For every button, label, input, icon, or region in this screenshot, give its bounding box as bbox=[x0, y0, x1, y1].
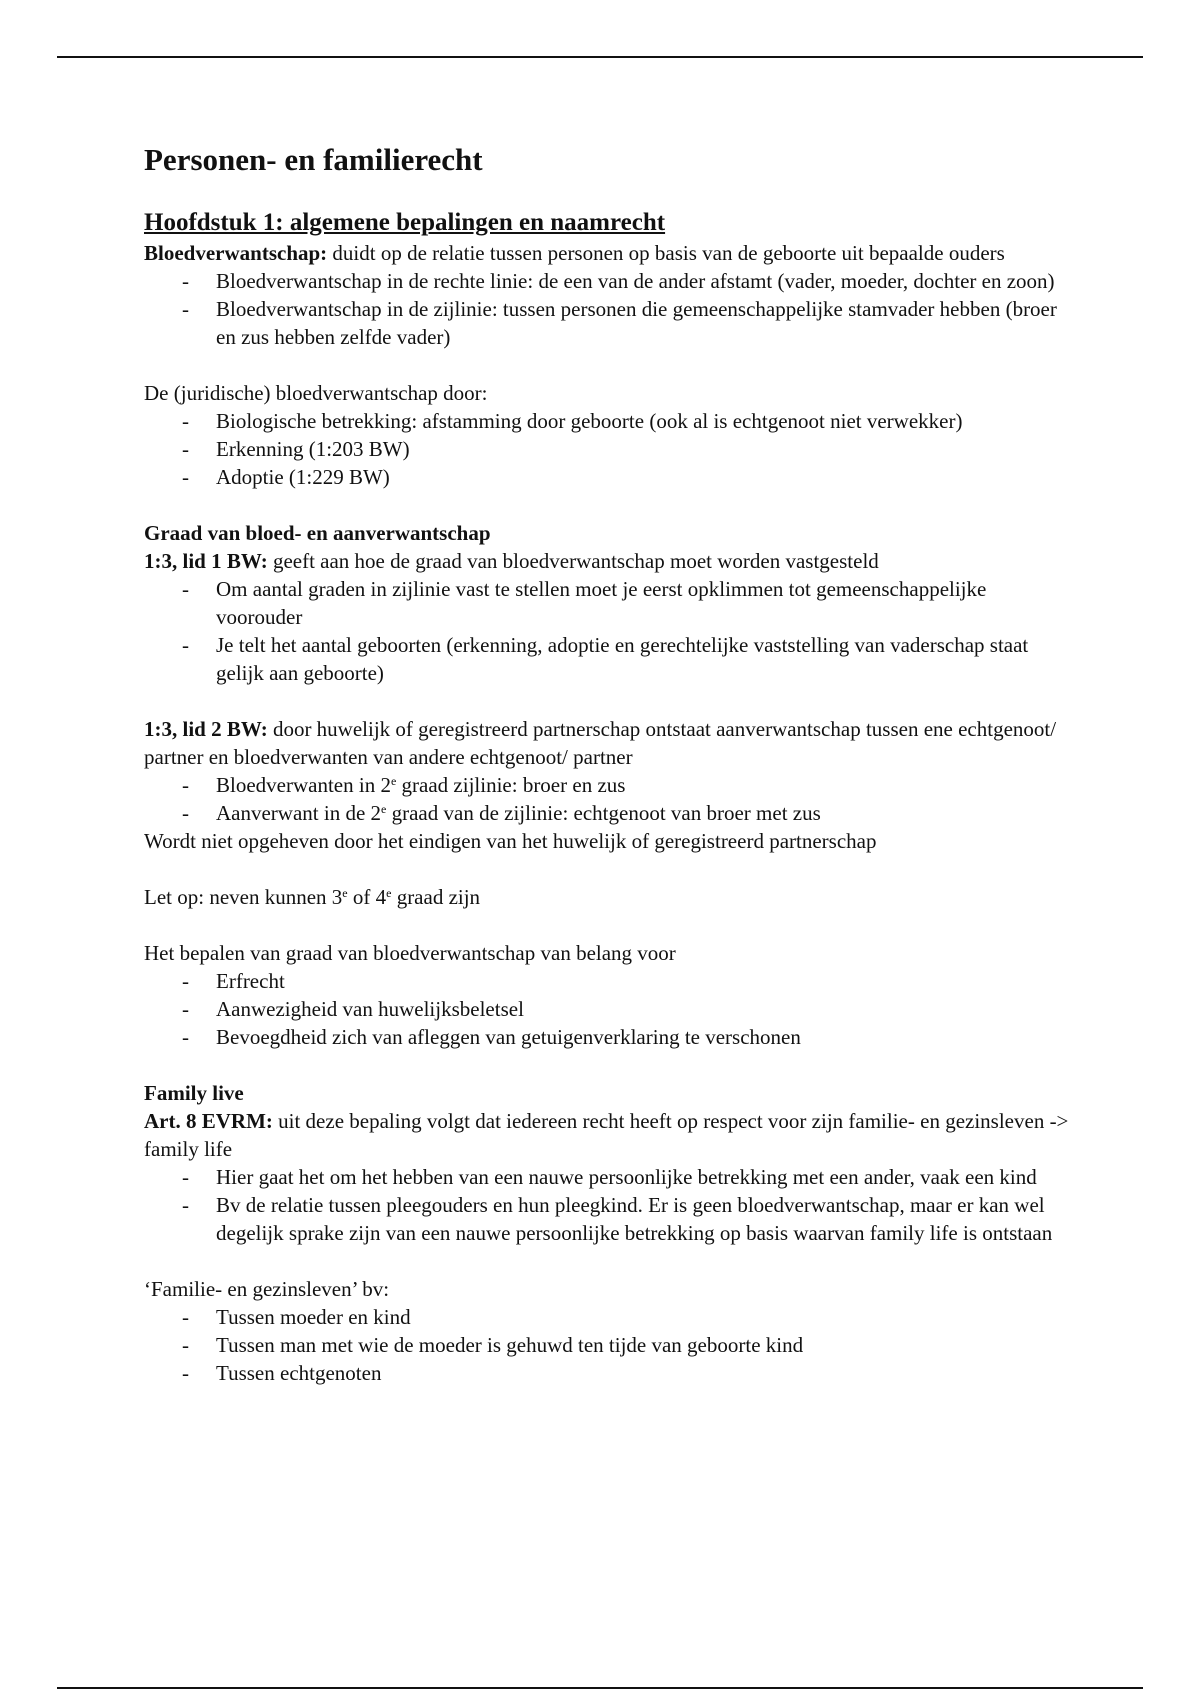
paragraph-note: Wordt niet opgeheven door het eindigen van het huwelijk of geregistreerd partnerschap bbox=[144, 829, 877, 853]
chapter-heading: Hoofdstuk 1: algemene bepalingen en naamrecht bbox=[144, 209, 666, 236]
list-item: - Aanwezigheid van huwelijksbeletsel bbox=[182, 997, 524, 1021]
dash-bullet: - bbox=[182, 1025, 189, 1049]
definition-text: geeft aan hoe de graad van bloedverwantschap moet worden vastgesteld bbox=[267, 549, 879, 573]
list-item: - Tussen man met wie de moeder is gehuwd ten tijde van geboorte kind bbox=[182, 1333, 804, 1357]
list-item: - Bevoegdheid zich van afleggen van getuigenverklaring te verschonen bbox=[182, 1025, 801, 1049]
dash-bullet: - bbox=[182, 997, 189, 1021]
dash-bullet: - bbox=[182, 773, 189, 797]
term: Art. 8 EVRM: bbox=[144, 1109, 273, 1133]
list-item: - Adoptie (1:229 BW) bbox=[182, 465, 390, 489]
dash-bullet: - bbox=[182, 969, 189, 993]
dash-bullet: - bbox=[182, 437, 189, 461]
list-bloedverwantschap-types bbox=[144, 267, 1074, 351]
section-heading-graad: Graad van bloed- en aanverwantschap bbox=[144, 521, 491, 545]
list-item: - Bloedverwantschap in de rechte linie: de een van de ander afstamt (vader, moeder, dochter en zoon) bbox=[182, 269, 1055, 293]
dash-bullet: - bbox=[182, 297, 189, 321]
list-item: - Bv de relatie tussen pleegouders en hun pleegkind. Er is geen bloedverwantschap, maar er kan wel degelijk sprake zijn van een nauwe persoonlijke betrekking op basis waarvan family life is ontstaan bbox=[182, 1193, 1053, 1245]
list-item: - Erkenning (1:203 BW) bbox=[182, 437, 410, 461]
list-family-life bbox=[144, 1163, 1074, 1247]
dash-bullet: - bbox=[182, 1165, 189, 1189]
definition-art-8-evrm bbox=[144, 1107, 1074, 1163]
definition-lid-2 bbox=[144, 715, 1074, 771]
list-item: - Erfrecht bbox=[182, 969, 285, 993]
list-gezinsleven bbox=[144, 1303, 1074, 1387]
definition-bloedverwantschap bbox=[144, 239, 1074, 267]
dash-bullet: - bbox=[182, 1333, 189, 1357]
dash-bullet: - bbox=[182, 633, 189, 657]
list-item: - Aanverwant in de 2e graad van de zijlinie: echtgenoot van broer met zus bbox=[182, 801, 821, 825]
definition-text: duidt op de relatie tussen personen op basis van de geboorte uit bepaalde ouders bbox=[327, 241, 1005, 265]
list-item: - Om aantal graden in zijlinie vast te stellen moet je eerst opklimmen tot gemeenschappelijke voorouder bbox=[182, 577, 987, 629]
term: 1:3, lid 2 BW: bbox=[144, 717, 268, 741]
section-heading-family-live: Family live bbox=[144, 1081, 244, 1105]
term: Bloedverwantschap: bbox=[144, 241, 328, 265]
list-aanverwantschap bbox=[144, 771, 1074, 827]
dash-bullet: - bbox=[182, 1305, 189, 1329]
list-belang bbox=[144, 967, 1074, 1051]
dash-bullet: - bbox=[182, 1361, 189, 1385]
list-item: - Biologische betrekking: afstamming door geboorte (ook al is echtgenoot niet verwekker) bbox=[182, 409, 963, 433]
list-item: - Bloedverwanten in 2e graad zijlinie: broer en zus bbox=[182, 773, 626, 797]
list-item: - Hier gaat het om het hebben van een nauwe persoonlijke betrekking met een ander, vaak een kind bbox=[182, 1165, 1037, 1189]
paragraph-juridische-bloedverwantschap: De (juridische) bloedverwantschap door: bbox=[144, 381, 488, 405]
definition-lid-1 bbox=[144, 547, 1074, 575]
dash-bullet: - bbox=[182, 801, 189, 825]
paragraph-belang: Het bepalen van graad van bloedverwantschap van belang voor bbox=[144, 941, 676, 965]
term: 1:3, lid 1 BW: bbox=[144, 549, 268, 573]
dash-bullet: - bbox=[182, 1193, 189, 1217]
dash-bullet: - bbox=[182, 269, 189, 293]
definition-text: uit deze bepaling volgt dat iedereen recht heeft op respect voor zijn familie- en gezinsleven -> family life bbox=[144, 1109, 1069, 1161]
dash-bullet: - bbox=[182, 577, 189, 601]
list-item: - Je telt het aantal geboorten (erkenning, adoptie en gerechtelijke vaststelling van vaderschap staat gelijk aan geboorte) bbox=[182, 633, 1029, 685]
paragraph-gezinsleven: ‘Familie- en gezinsleven’ bv: bbox=[144, 1277, 390, 1301]
list-item: - Tussen moeder en kind bbox=[182, 1305, 411, 1329]
list-item: - Bloedverwantschap in de zijlinie: tussen personen die gemeenschappelijke stamvader hebben (broer en zus hebben zelfde vader) bbox=[182, 297, 1057, 349]
paragraph-let-op: Let op: neven kunnen 3e of 4e graad zijn bbox=[144, 885, 481, 909]
list-juridische-bloedverwantschap bbox=[144, 407, 1074, 491]
top-rule bbox=[57, 56, 1143, 58]
bottom-rule bbox=[57, 1687, 1143, 1689]
document-body bbox=[144, 140, 1074, 1387]
dash-bullet: - bbox=[182, 465, 189, 489]
definition-text: door huwelijk of geregistreerd partnerschap ontstaat aanverwantschap tussen ene echtgenoot/ partner en bloedverwanten van andere echtgenoot/ partner bbox=[144, 717, 1057, 769]
list-graad-vaststellen bbox=[144, 575, 1074, 687]
document-title: Personen- en familierecht bbox=[144, 142, 483, 177]
dash-bullet: - bbox=[182, 409, 189, 433]
list-item: - Tussen echtgenoten bbox=[182, 1361, 382, 1385]
